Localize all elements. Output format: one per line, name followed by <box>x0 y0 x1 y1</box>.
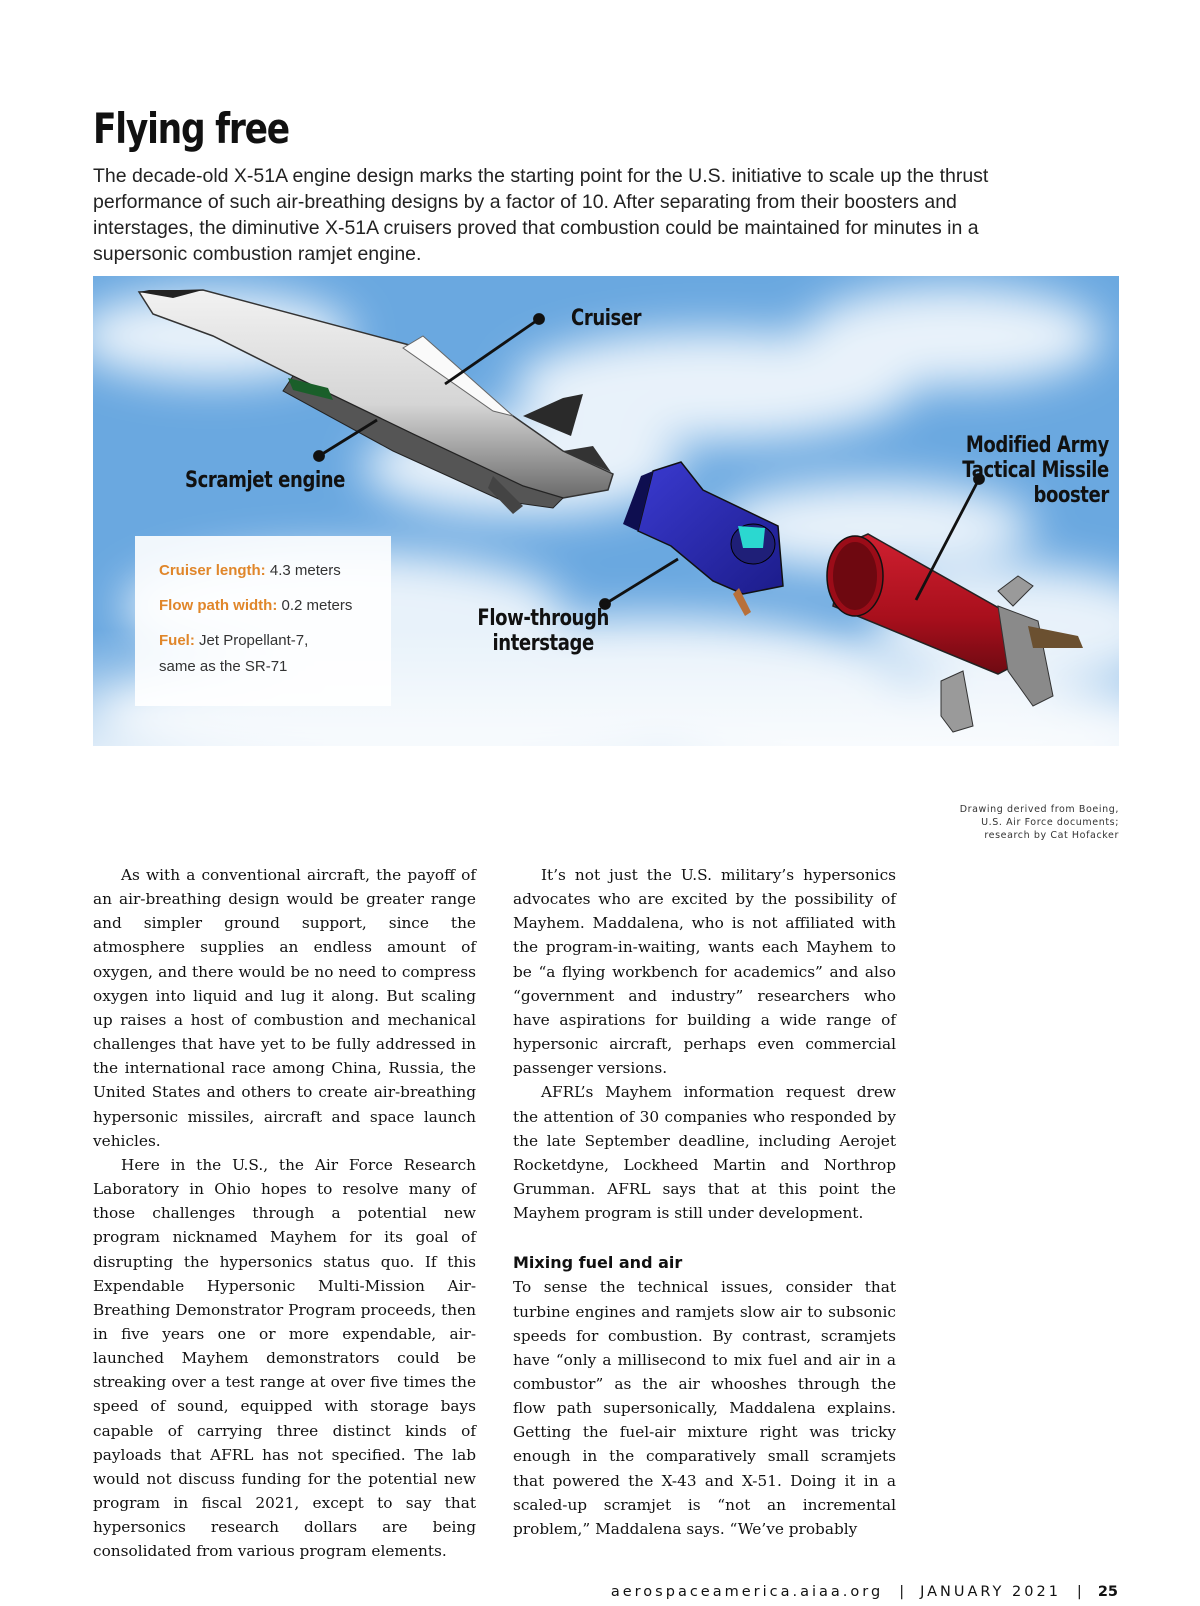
spec-fuel-value-2: same as the SR-71 <box>159 658 288 675</box>
callout-scramjet-engine <box>185 468 345 493</box>
x51a-figure <box>93 276 1119 846</box>
spec-width-key: Flow path width: <box>159 597 278 614</box>
callout-booster-line1: Modified Army <box>965 433 1109 458</box>
footer-separator: | <box>1076 1584 1082 1600</box>
page-number: 25 <box>1097 1584 1118 1600</box>
spec-fuel <box>159 628 308 680</box>
body-paragraph: It’s not just the U.S. military’s hypersonics advocates who are excited by the possibility of Mayhem. Maddalena, who is not affiliated with the program-in-waiting, wants each Mayhem to be “a flying workbench for academics” and also “government and industry” researchers who have aspirations for building a wide range of hypersonic aircraft, perhaps even commercial passenger versions. <box>513 866 896 1078</box>
footer-site: aerospaceamerica.aiaa.org <box>610 1584 884 1600</box>
page-footer <box>611 1584 1118 1600</box>
spec-fuel-value-1: Jet Propellant-7, <box>199 632 309 649</box>
callout-booster <box>962 433 1109 508</box>
spec-width-value: 0.2 meters <box>281 597 353 614</box>
spec-length-value: 4.3 meters <box>269 562 341 579</box>
credit-line-2: U.S. Air Force documents; <box>981 817 1119 828</box>
spec-cruiser-length <box>159 558 341 584</box>
body-paragraph: To sense the technical issues, consider that turbine engines and ramjets slow air to subsonic speeds for combustion. By contrast, scramjets have “only a millisecond to mix fuel and air in a combustor” as the air whooshes through the flow path supersonically, Maddalena explains. Getting the fuel-air mixture right was tricky enough in the comparatively small scramjets that powered the X-43 and X-51. Doing it in a scaled-up scramjet is “not an incremental problem,” Maddalena says. “We’ve probably <box>513 1278 896 1538</box>
callout-cruiser-text: Cruiser <box>571 306 642 331</box>
specs-box <box>135 536 391 706</box>
body-column-left <box>93 863 476 1564</box>
callout-flow-line2: interstage <box>492 631 594 656</box>
figure-credit <box>960 803 1119 842</box>
callout-scramjet-text: Scramjet engine <box>185 468 345 493</box>
body-paragraph: Here in the U.S., the Air Force Research Laboratory in Ohio hopes to resolve many of those challenges through a potential new program nicknamed Mayhem for its goal of disrupting the hypersonics status quo. If this Expendable Hypersonic Multi-Mission Air-Breathing Demonstrator Program proceeds, then in five years one or more expendable, air-launched Mayhem demonstrators could be streaking over a test range at over five times the speed of sound, equipped with storage bays capable of carrying three distinct kinds of payloads that AFRL has not specified. The lab would not discuss funding for the potential new program in fiscal 2021, except to say that hypersonics research dollars are being consolidated from various program elements. <box>93 1155 476 1561</box>
section-subhead: Mixing fuel and air <box>513 1253 683 1273</box>
spec-length-key: Cruiser length: <box>159 562 266 579</box>
body-paragraph: AFRL’s Mayhem information request drew the attention of 30 companies who responded by the late September deadline, including Aerojet Rocketdyne, Lockheed Martin and Northrop Grumman. AFRL says that at this point the Mayhem program is still under development. <box>513 1083 896 1223</box>
callout-cruiser <box>571 306 641 331</box>
callout-flow-line1: Flow-through <box>477 606 609 631</box>
page-title: Flying free <box>93 104 289 153</box>
callout-booster-line2: Tactical Missile <box>962 458 1109 483</box>
credit-line-1: Drawing derived from Boeing, <box>959 804 1119 815</box>
credit-line-3: research by Cat Hofacker <box>984 830 1119 841</box>
footer-date: JANUARY 2021 <box>920 1584 1061 1600</box>
spec-fuel-key: Fuel: <box>159 632 195 649</box>
callout-flow-through-interstage <box>477 606 608 656</box>
intro-paragraph: The decade-old X-51A engine design marks the starting point for the U.S. initiative to scale up the thrust performance of such air-breathing designs by a factor of 10. After separating from their boosters and interstages, the diminutive X-51A cruisers proved that combustion could be maintained for minutes in a supersonic combustion ramjet engine. <box>93 165 989 265</box>
body-paragraph: As with a conventional aircraft, the payoff of an air-breathing design would be greater range and simpler ground support, since the atmosphere supplies an endless amount of oxygen, and there would be no need to compress oxygen into liquid and lug it along. But scaling up raises a host of combustion and mechanical challenges that have yet to be fully addressed in the international race among China, Russia, the United States and others to create air-breathing hypersonic missiles, aircraft and space launch vehicles. <box>93 866 476 1150</box>
spec-flow-path-width <box>159 593 352 619</box>
callout-booster-line3: booster <box>1033 483 1109 508</box>
footer-separator: | <box>899 1584 905 1600</box>
body-column-right <box>513 863 896 1541</box>
